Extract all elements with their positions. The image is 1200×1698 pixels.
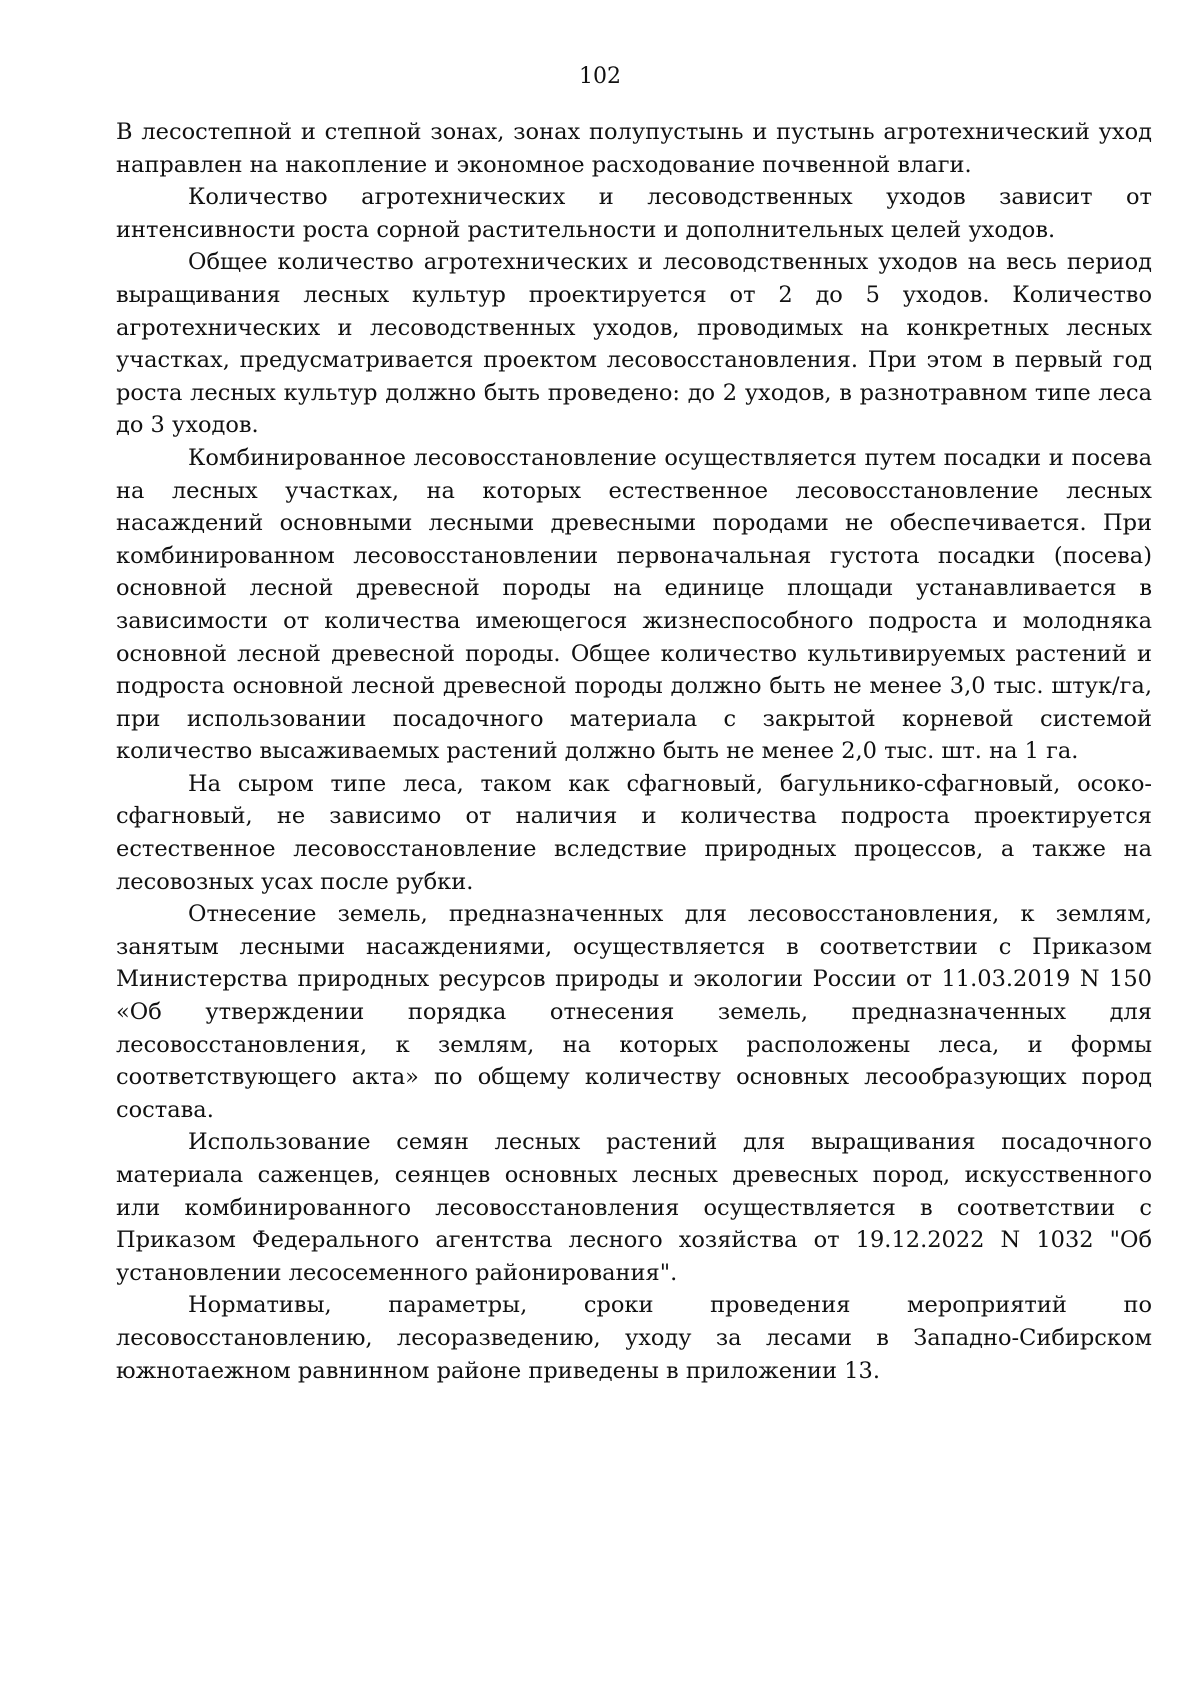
- paragraph-seed-usage: Использование семян лесных растений для выращивания посадочного материала саженцев, сеянцев основных лесных древесных пород, искусственного или комбинированного лесовосстановления осуществляется в соответствии с Приказом Федерального агентства лесного хозяйства от 19.12.2022 N 1032 "Об установлении лесосеменного районирования".: [116, 1129, 1152, 1286]
- paragraph-wet-forest-type: На сыром типе леса, таком как сфагновый, багульнико-сфагновый, осоко-сфагновый, не зависимо от наличия и количества подроста проектируется естественное лесовосстановление вследствие природных процессов, а также на лесовозных усах после рубки.: [116, 770, 1152, 895]
- paragraph-care-count: Количество агротехнических и лесоводственных уходов зависит от интенсивности роста сорной растительности и дополнительных целей уходов.: [116, 184, 1152, 243]
- paragraph-norms-reference: Нормативы, параметры, сроки проведения мероприятий по лесовосстановлению, лесоразведению, уходу за лесами в Западно-Сибирском южнотаежном равнинном районе приведены в приложении 13.: [116, 1292, 1152, 1384]
- document-body: [116, 116, 1152, 1387]
- paragraph-semi-arid-zones: В лесостепной и степной зонах, зонах полупустынь и пустынь агротехнический уход направлен на накопление и экономное расходование почвенной влаги.: [116, 119, 1152, 178]
- paragraph-land-classification: Отнесение земель, предназначенных для лесовосстановления, к землям, занятым лесными насаждениями, осуществляется в соответствии с Приказом Министерства природных ресурсов природы и экологии России от 11.03.2019 N 150 «Об утверждении порядка отнесения земель, предназначенных для лесовосстановления, к землям, на которых расположены леса, и формы соответствующего акта» по общему количеству основных лесообразующих пород состава.: [116, 901, 1152, 1123]
- paragraph-total-care-count: Общее количество агротехнических и лесоводственных уходов на весь период выращивания лесных культур проектируется от 2 до 5 уходов. Количество агротехнических и лесоводственных уходов, проводимых на конкретных лесных участках, предусматривается проектом лесовосстановления. При этом в первый год роста лесных культур должно быть проведено: до 2 уходов, в разнотравном типе леса до 3 уходов.: [116, 249, 1152, 439]
- page-number: 102: [579, 64, 621, 89]
- paragraph-combined-reforestation: Комбинированное лесовосстановление осуществляется путем посадки и посева на лесных участках, на которых естественное лесовосстановление лесных насаждений основными лесными древесными породами не обеспечивается. При комбинированном лесовосстановлении первоначальная густота посадки (посева) основной лесной древесной породы на единице площади устанавливается в зависимости от количества имеющегося жизнеспособного подроста и молодняка основной лесной древесной породы. Общее количество культивируемых растений и подроста основной лесной древесной породы должно быть не менее 3,0 тыс. штук/га, при использовании посадочного материала с закрытой корневой системой количество высаживаемых растений должно быть не менее 2,0 тыс. шт. на 1 га.: [116, 444, 1152, 765]
